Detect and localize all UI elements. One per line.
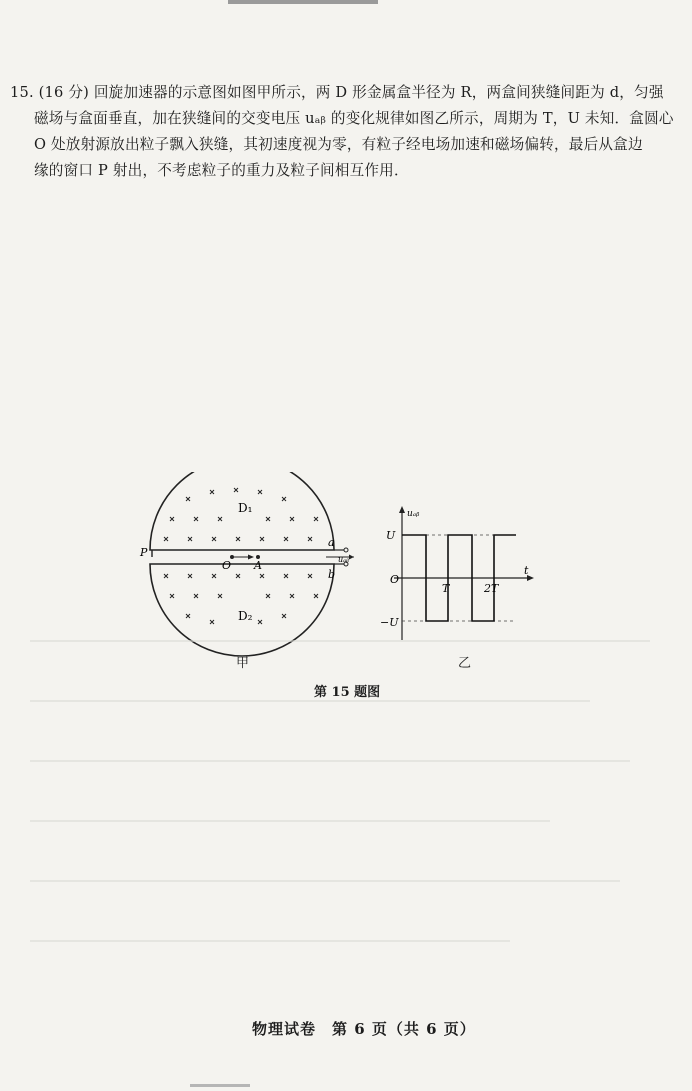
label-d1: D₁ [238, 501, 253, 515]
voltage-arrowhead [349, 555, 354, 560]
label-terminal-b: b [328, 568, 336, 581]
cross-mark [194, 594, 198, 598]
cross-mark [314, 594, 318, 598]
question-line-3: O 处放射源放出粒子飘入狭缝，其初速度视为零，有粒子经电场加速和磁场偏转，最后从盒边 [34, 136, 643, 153]
cross-mark [282, 614, 286, 618]
cross-mark [188, 537, 192, 541]
x-tick-2t: 2T [484, 582, 499, 595]
label-terminal-a: a [328, 536, 335, 549]
label-o: O [222, 559, 232, 572]
cross-mark [290, 594, 294, 598]
cross-mark [164, 537, 168, 541]
label-a: A [254, 559, 262, 572]
cross-mark [284, 537, 288, 541]
cross-mark [186, 614, 190, 618]
x-axis-label: t [524, 564, 529, 577]
cross-mark [260, 537, 264, 541]
cross-mark [258, 490, 262, 494]
cross-mark [164, 574, 168, 578]
scan-bleed [30, 760, 630, 762]
cross-mark [308, 574, 312, 578]
header-scan-mark [228, 0, 378, 4]
label-voltage: uₐᵦ [338, 555, 350, 564]
cross-mark [236, 537, 240, 541]
cross-mark [212, 537, 216, 541]
y-axis-arrowhead [399, 506, 405, 513]
x-tick-t: T [442, 582, 450, 595]
scan-bleed [30, 700, 590, 702]
y-tick-u: U [386, 529, 396, 542]
terminal-a-dot [344, 548, 348, 552]
scan-bleed [30, 880, 620, 882]
cross-mark [194, 517, 198, 521]
cross-mark [258, 620, 262, 624]
cross-mark [234, 488, 238, 492]
graph-caption: 乙 [458, 656, 472, 671]
cross-mark [218, 594, 222, 598]
diagram-caption: 甲 [236, 656, 250, 671]
question-line-2: 磁场与盒面垂直，加在狭缝间的交变电压 uₐᵦ 的变化规律如图乙所示，周期为 T，U 未知．盒圆心 [34, 110, 674, 127]
label-p: P [140, 546, 148, 559]
label-d2: D₂ [238, 609, 253, 623]
cross-mark [308, 537, 312, 541]
figure-caption: 第 15 题图 [314, 685, 381, 700]
cross-mark [188, 574, 192, 578]
cyclotron-svg [130, 472, 360, 672]
cross-mark [290, 517, 294, 521]
cross-mark [210, 490, 214, 494]
cross-mark [210, 620, 214, 624]
y-tick-neg-u: −U [380, 616, 399, 629]
cross-mark [314, 517, 318, 521]
cross-mark [266, 594, 270, 598]
cross-mark [282, 497, 286, 501]
cross-mark [170, 517, 174, 521]
scan-bleed [30, 640, 650, 642]
cross-mark [284, 574, 288, 578]
y-axis-label: uₐᵦ [407, 509, 420, 519]
question-line-4: 缘的窗口 P 射出，不考虑粒子的重力及粒子间相互作用． [34, 162, 409, 179]
cross-mark [170, 594, 174, 598]
cross-mark [266, 517, 270, 521]
cross-mark [260, 574, 264, 578]
scan-bleed [30, 820, 550, 822]
question-line-1: 15. (16 分) 回旋加速器的示意图如图甲所示，两 D 形金属盒半径为 R，两盒间狭缝间距为 d，匀强 [10, 84, 664, 101]
cyclotron-diagram [130, 472, 360, 672]
origin-label: O [390, 573, 400, 586]
scan-bleed [30, 940, 510, 942]
cross-mark [218, 517, 222, 521]
cross-mark [186, 497, 190, 501]
page-footer: 物理试卷 第 6 页（共 6 页） [252, 1020, 476, 1038]
footer-scan-mark [190, 1084, 250, 1087]
cross-mark [212, 574, 216, 578]
cross-mark [236, 574, 240, 578]
